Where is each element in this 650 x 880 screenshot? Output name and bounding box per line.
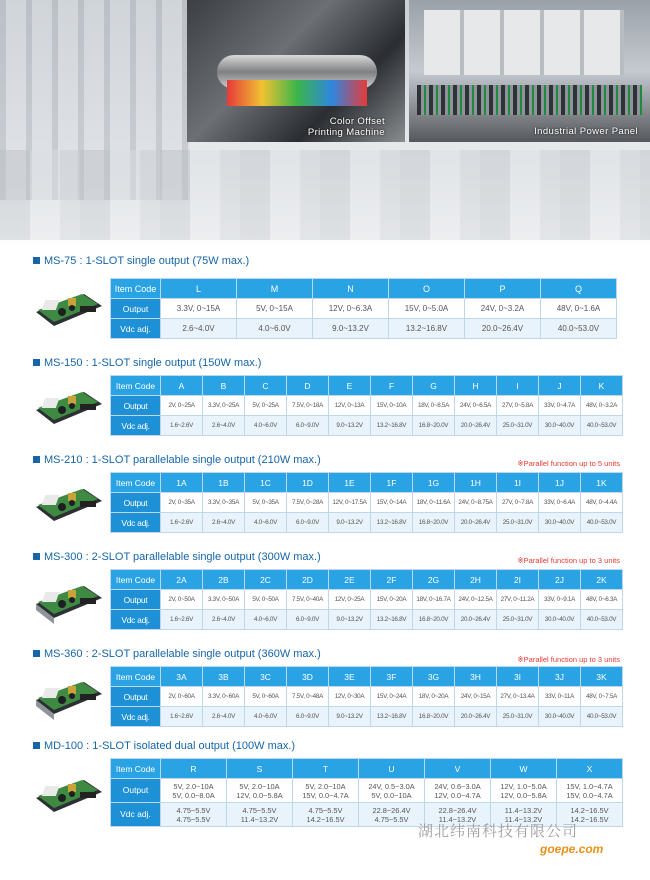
section-title	[33, 740, 295, 752]
vdc-adj-cell: 30.0~40.0V	[539, 416, 581, 436]
vdc-adj-cell: 6.0~9.0V	[287, 707, 329, 727]
item-code-cell: X	[557, 759, 623, 779]
item-code-cell: H	[455, 376, 497, 396]
vdc-adj-cell: 4.0~6.0V	[245, 513, 287, 533]
item-code-cell: A	[161, 376, 203, 396]
output-cell	[227, 779, 293, 803]
vdc-adj-cell: 4.0~6.0V	[245, 707, 287, 727]
output-cell: 2V, 0~25A	[161, 396, 203, 416]
output-cell: 5V, 0~25A	[245, 396, 287, 416]
vdc-adj-cell: 9.0~13.2V	[329, 707, 371, 727]
item-code-cell: 3G	[413, 667, 455, 687]
cell-line: 15V, 1.0~4.7A	[566, 781, 613, 791]
item-code-cell: 3F	[371, 667, 413, 687]
output-cell: 27V, 0~11.2A	[497, 590, 539, 610]
item-code-cell: 2G	[413, 570, 455, 590]
row-label: Item Code	[111, 473, 161, 493]
vdc-adj-cell: 2.6~4.0V	[203, 610, 245, 630]
section-title-text: MS-360 : 2-SLOT parallelable single output (360W max.)	[44, 648, 321, 660]
output-cell: 24V, 0~8.75A	[455, 493, 497, 513]
product-image	[32, 670, 106, 722]
item-code-cell: 3B	[203, 667, 245, 687]
item-code-cell: 3I	[497, 667, 539, 687]
row-label: Vdc adj.	[111, 416, 161, 436]
vdc-adj-cell: 2.6~4.0V	[203, 513, 245, 533]
product-image	[32, 574, 106, 626]
vdc-adj-cell: 13.2~16.8V	[371, 513, 413, 533]
site-logo: goepe.com	[540, 842, 604, 856]
vdc-adj-cell: 40.0~53.0V	[541, 319, 617, 339]
item-code-cell: J	[539, 376, 581, 396]
item-code-cell: K	[581, 376, 623, 396]
item-code-cell: 1F	[371, 473, 413, 493]
section-bullet-icon	[33, 456, 40, 463]
spec-table	[110, 278, 617, 339]
output-cell: 3.3V, 0~50A	[203, 590, 245, 610]
section-bullet-icon	[33, 742, 40, 749]
item-code-cell: 3H	[455, 667, 497, 687]
section-title-text: MD-100 : 1-SLOT isolated dual output (100W max.)	[44, 740, 296, 752]
cell-line: 12V, 0.0~5.8A	[500, 790, 547, 800]
product-image	[32, 380, 106, 432]
cell-line: 5V, 0.0~10A	[371, 790, 412, 800]
item-code-cell: C	[245, 376, 287, 396]
cell-line: 11.4~13.2V	[504, 814, 543, 824]
output-cell: 15V, 0~20A	[371, 590, 413, 610]
output-cell	[293, 779, 359, 803]
item-code-cell: 1B	[203, 473, 245, 493]
vdc-adj-cell: 25.0~31.0V	[497, 416, 539, 436]
output-cell: 48V, 0~6.3A	[581, 590, 623, 610]
vdc-adj-cell: 20.0~26.4V	[455, 610, 497, 630]
item-code-cell: D	[287, 376, 329, 396]
vdc-adj-cell: 2.6~4.0V	[203, 707, 245, 727]
item-code-cell: 2B	[203, 570, 245, 590]
output-cell: 18V, 0~20A	[413, 687, 455, 707]
table-row	[111, 759, 623, 779]
item-code-cell: 3C	[245, 667, 287, 687]
table-row	[111, 376, 623, 396]
output-cell: 33V, 0~4.7A	[539, 396, 581, 416]
item-code-cell: 1G	[413, 473, 455, 493]
vdc-adj-cell	[359, 803, 425, 827]
table-row	[111, 513, 623, 533]
output-cell: 2V, 0~60A	[161, 687, 203, 707]
output-cell: 27V, 0~5.8A	[497, 396, 539, 416]
row-label: Output	[111, 299, 161, 319]
item-code-cell: M	[237, 279, 313, 299]
item-code-cell: Q	[541, 279, 617, 299]
row-label: Vdc adj.	[111, 319, 161, 339]
output-cell: 15V, 0~24A	[371, 687, 413, 707]
item-code-cell: E	[329, 376, 371, 396]
vdc-adj-cell	[293, 803, 359, 827]
table-row	[111, 416, 623, 436]
output-cell: 7.5V, 0~28A	[287, 493, 329, 513]
item-code-cell: 1A	[161, 473, 203, 493]
item-code-cell: 2K	[581, 570, 623, 590]
output-cell: 2V, 0~35A	[161, 493, 203, 513]
item-code-cell: 1I	[497, 473, 539, 493]
section-title-text: MS-210 : 1-SLOT parallelable single output (210W max.)	[44, 454, 321, 466]
row-label: Output	[111, 590, 161, 610]
vdc-adj-cell: 2.6~4.0V	[161, 319, 237, 339]
vdc-adj-cell: 25.0~31.0V	[497, 707, 539, 727]
row-label: Vdc adj.	[111, 803, 161, 827]
printing-machine-photo	[187, 0, 405, 142]
table-row	[111, 473, 623, 493]
vdc-adj-cell: 20.0~26.4V	[455, 416, 497, 436]
cell-line: 5V, 2.0~10A	[173, 781, 214, 791]
vdc-adj-cell: 25.0~31.0V	[497, 610, 539, 630]
vdc-adj-cell: 16.8~20.0V	[413, 416, 455, 436]
row-label: Item Code	[111, 759, 161, 779]
item-code-cell: 2J	[539, 570, 581, 590]
section-title	[33, 648, 321, 660]
vdc-adj-cell: 6.0~9.0V	[287, 513, 329, 533]
section-title-text: MS-300 : 2-SLOT parallelable single output (300W max.)	[44, 551, 321, 563]
item-code-cell: 2E	[329, 570, 371, 590]
item-code-cell: R	[161, 759, 227, 779]
section-bullet-icon	[33, 257, 40, 264]
parallel-note: ※Parallel function up to 5 units	[517, 459, 620, 468]
table-row	[111, 396, 623, 416]
item-code-cell: 2F	[371, 570, 413, 590]
section-title	[33, 551, 321, 563]
item-code-cell: I	[497, 376, 539, 396]
row-label: Vdc adj.	[111, 707, 161, 727]
row-label: Item Code	[111, 570, 161, 590]
cell-line: 12V, 0.0~4.7A	[434, 790, 481, 800]
output-cell: 48V, 0~7.5A	[581, 687, 623, 707]
output-cell: 15V, 0~14A	[371, 493, 413, 513]
printing-machine-caption	[308, 116, 385, 138]
item-code-cell: 2H	[455, 570, 497, 590]
table-row	[111, 279, 617, 299]
output-cell: 24V, 0~6.5A	[455, 396, 497, 416]
vdc-adj-cell: 16.8~20.0V	[413, 707, 455, 727]
vdc-adj-cell: 16.8~20.0V	[413, 610, 455, 630]
vdc-adj-cell: 4.0~6.0V	[245, 416, 287, 436]
power-panel-photo	[409, 0, 650, 142]
product-image	[32, 768, 106, 820]
item-code-cell: G	[413, 376, 455, 396]
cell-line: 24V, 0.5~3.0A	[368, 781, 415, 791]
item-code-cell: 3E	[329, 667, 371, 687]
section-title-text: MS-75 : 1-SLOT single output (75W max.)	[44, 255, 250, 267]
output-cell: 3.3V, 0~15A	[161, 299, 237, 319]
section-bullet-icon	[33, 359, 40, 366]
cell-line: 4.75~5.5V	[308, 805, 343, 815]
vdc-adj-cell: 40.0~53.0V	[581, 513, 623, 533]
power-panel-caption: Industrial Power Panel	[534, 126, 638, 137]
vdc-adj-cell: 25.0~31.0V	[497, 513, 539, 533]
section-title	[33, 454, 321, 466]
vdc-adj-cell: 20.0~26.4V	[455, 513, 497, 533]
vdc-adj-cell: 1.6~2.6V	[161, 610, 203, 630]
output-cell: 24V, 0~12.5A	[455, 590, 497, 610]
vdc-adj-cell	[161, 803, 227, 827]
item-code-cell: 2I	[497, 570, 539, 590]
output-cell: 15V, 0~10A	[371, 396, 413, 416]
vdc-adj-cell: 1.6~2.6V	[161, 513, 203, 533]
vdc-adj-cell: 13.2~16.8V	[389, 319, 465, 339]
vdc-adj-cell: 1.6~2.6V	[161, 707, 203, 727]
item-code-cell: S	[227, 759, 293, 779]
output-cell: 12V, 0~30A	[329, 687, 371, 707]
output-cell: 48V, 0~1.6A	[541, 299, 617, 319]
vdc-adj-cell: 9.0~13.2V	[329, 610, 371, 630]
output-cell: 18V, 0~8.5A	[413, 396, 455, 416]
cell-line: 4.75~5.5V	[176, 805, 211, 815]
product-image	[32, 477, 106, 529]
vdc-adj-cell: 2.6~4.0V	[203, 416, 245, 436]
item-code-cell: 2C	[245, 570, 287, 590]
section-bullet-icon	[33, 553, 40, 560]
row-label: Output	[111, 493, 161, 513]
output-cell: 18V, 0~11.6A	[413, 493, 455, 513]
row-label: Output	[111, 687, 161, 707]
output-cell	[161, 779, 227, 803]
vdc-adj-cell: 40.0~53.0V	[581, 707, 623, 727]
output-cell: 12V, 0~6.3A	[313, 299, 389, 319]
vdc-adj-cell: 6.0~9.0V	[287, 416, 329, 436]
item-code-cell: 3K	[581, 667, 623, 687]
spec-table	[110, 569, 623, 630]
item-code-cell: 1K	[581, 473, 623, 493]
item-code-cell: U	[359, 759, 425, 779]
vdc-adj-cell: 9.0~13.2V	[313, 319, 389, 339]
item-code-cell: 1E	[329, 473, 371, 493]
row-label: Output	[111, 396, 161, 416]
caption-line-1: Color Offset	[329, 116, 385, 127]
row-label: Item Code	[111, 376, 161, 396]
table-row	[111, 590, 623, 610]
output-cell: 5V, 0~15A	[237, 299, 313, 319]
section-bullet-icon	[33, 650, 40, 657]
cell-line: 11.4~13.2V	[240, 814, 279, 824]
row-label: Vdc adj.	[111, 610, 161, 630]
output-cell: 33V, 0~6.4A	[539, 493, 581, 513]
item-code-cell: V	[425, 759, 491, 779]
table-row	[111, 667, 623, 687]
output-cell: 33V, 0~9.1A	[539, 590, 581, 610]
vdc-adj-cell: 13.2~16.8V	[371, 707, 413, 727]
item-code-cell: 1D	[287, 473, 329, 493]
vdc-adj-cell: 4.0~6.0V	[237, 319, 313, 339]
section-title-text: MS-150 : 1-SLOT single output (150W max.)	[44, 357, 262, 369]
output-cell: 33V, 0~11A	[539, 687, 581, 707]
output-cell: 5V, 0~60A	[245, 687, 287, 707]
vdc-adj-cell: 40.0~53.0V	[581, 610, 623, 630]
output-cell: 24V, 0~15A	[455, 687, 497, 707]
vdc-adj-cell: 9.0~13.2V	[329, 416, 371, 436]
vdc-adj-cell: 20.0~26.4V	[455, 707, 497, 727]
output-cell: 15V, 0~5.0A	[389, 299, 465, 319]
output-cell: 12V, 0~25A	[329, 590, 371, 610]
cell-line: 15V, 0.0~4.7A	[566, 790, 613, 800]
cell-line: 14.2~16.5V	[306, 814, 345, 824]
output-cell: 3.3V, 0~25A	[203, 396, 245, 416]
output-cell: 3.3V, 0~35A	[203, 493, 245, 513]
table-row	[111, 493, 623, 513]
output-cell: 27V, 0~13.4A	[497, 687, 539, 707]
spec-table	[110, 375, 623, 436]
cell-line: 12V, 0.0~5.8A	[236, 790, 283, 800]
company-watermark: 湖北纬南科技有限公司	[418, 822, 579, 840]
spec-table	[110, 758, 623, 827]
output-cell	[359, 779, 425, 803]
table-row	[111, 707, 623, 727]
output-cell: 2V, 0~50A	[161, 590, 203, 610]
row-label: Output	[111, 779, 161, 803]
vdc-adj-cell: 6.0~9.0V	[287, 610, 329, 630]
output-cell: 12V, 0~13A	[329, 396, 371, 416]
cell-line: 15V, 0.0~4.7A	[302, 790, 349, 800]
cell-line: 14.2~16.5V	[570, 805, 609, 815]
output-cell: 3.3V, 0~60A	[203, 687, 245, 707]
item-code-cell: 2A	[161, 570, 203, 590]
item-code-cell: T	[293, 759, 359, 779]
output-cell	[425, 779, 491, 803]
vdc-adj-cell: 30.0~40.0V	[539, 610, 581, 630]
item-code-cell: F	[371, 376, 413, 396]
spec-table	[110, 472, 623, 533]
item-code-cell: 1J	[539, 473, 581, 493]
table-row	[111, 779, 623, 803]
vdc-adj-cell	[227, 803, 293, 827]
vdc-adj-cell: 30.0~40.0V	[539, 707, 581, 727]
vdc-adj-cell: 16.8~20.0V	[413, 513, 455, 533]
cell-line: 12V, 1.0~5.0A	[500, 781, 547, 791]
item-code-cell: 1C	[245, 473, 287, 493]
output-cell: 24V, 0~3.2A	[465, 299, 541, 319]
item-code-cell: B	[203, 376, 245, 396]
output-cell: 5V, 0~50A	[245, 590, 287, 610]
item-code-cell: 3D	[287, 667, 329, 687]
section-title	[33, 255, 249, 267]
table-row	[111, 610, 623, 630]
output-cell: 7.5V, 0~18A	[287, 396, 329, 416]
vdc-adj-cell: 9.0~13.2V	[329, 513, 371, 533]
parallel-note: ※Parallel function up to 3 units	[517, 556, 620, 565]
cell-line: 5V, 0.0~8.0A	[172, 790, 215, 800]
table-row	[111, 299, 617, 319]
vdc-adj-cell: 4.0~6.0V	[245, 610, 287, 630]
table-row	[111, 687, 623, 707]
output-cell: 7.5V, 0~40A	[287, 590, 329, 610]
item-code-cell: O	[389, 279, 465, 299]
cell-line: 11.4~13.2V	[504, 805, 543, 815]
output-cell: 5V, 0~35A	[245, 493, 287, 513]
vdc-adj-cell: 13.2~16.8V	[371, 610, 413, 630]
factory-machines-graphic	[0, 150, 650, 240]
cell-line: 5V, 2.0~10A	[239, 781, 280, 791]
output-cell	[491, 779, 557, 803]
caption-line-2: Printing Machine	[307, 127, 385, 138]
item-code-cell: 1H	[455, 473, 497, 493]
item-code-cell: L	[161, 279, 237, 299]
vdc-adj-cell: 20.0~26.4V	[465, 319, 541, 339]
output-cell: 48V, 0~4.4A	[581, 493, 623, 513]
table-row	[111, 570, 623, 590]
cell-line: 24V, 0.6~3.0A	[434, 781, 481, 791]
cell-line: 4.75~5.5V	[176, 814, 211, 824]
vdc-adj-cell: 30.0~40.0V	[539, 513, 581, 533]
vdc-adj-cell: 13.2~16.8V	[371, 416, 413, 436]
cell-line: 4.75~5.5V	[374, 814, 409, 824]
output-cell: 7.5V, 0~48A	[287, 687, 329, 707]
output-cell: 18V, 0~16.7A	[413, 590, 455, 610]
vdc-adj-cell: 1.6~2.6V	[161, 416, 203, 436]
section-title	[33, 357, 261, 369]
item-code-cell: W	[491, 759, 557, 779]
cell-line: 22.8~26.4V	[438, 805, 477, 815]
cell-line: 22.8~26.4V	[372, 805, 411, 815]
parallel-note: ※Parallel function up to 3 units	[517, 655, 620, 664]
hero-banner	[0, 0, 650, 250]
item-code-cell: 2D	[287, 570, 329, 590]
cell-line: 14.2~16.5V	[570, 814, 609, 824]
cell-line: 11.4~13.2V	[438, 814, 477, 824]
row-label: Item Code	[111, 667, 161, 687]
cell-line: 4.75~5.5V	[242, 805, 277, 815]
spec-table	[110, 666, 623, 727]
output-cell	[557, 779, 623, 803]
output-cell: 12V, 0~17.5A	[329, 493, 371, 513]
cell-line: 5V, 2.0~10A	[305, 781, 346, 791]
item-code-cell: 3A	[161, 667, 203, 687]
table-row	[111, 319, 617, 339]
output-cell: 27V, 0~7.8A	[497, 493, 539, 513]
product-image	[32, 282, 106, 334]
item-code-cell: P	[465, 279, 541, 299]
item-code-cell: 3J	[539, 667, 581, 687]
item-code-cell: N	[313, 279, 389, 299]
row-label: Vdc adj.	[111, 513, 161, 533]
output-cell: 48V, 0~3.2A	[581, 396, 623, 416]
vdc-adj-cell: 40.0~53.0V	[581, 416, 623, 436]
row-label: Item Code	[111, 279, 161, 299]
